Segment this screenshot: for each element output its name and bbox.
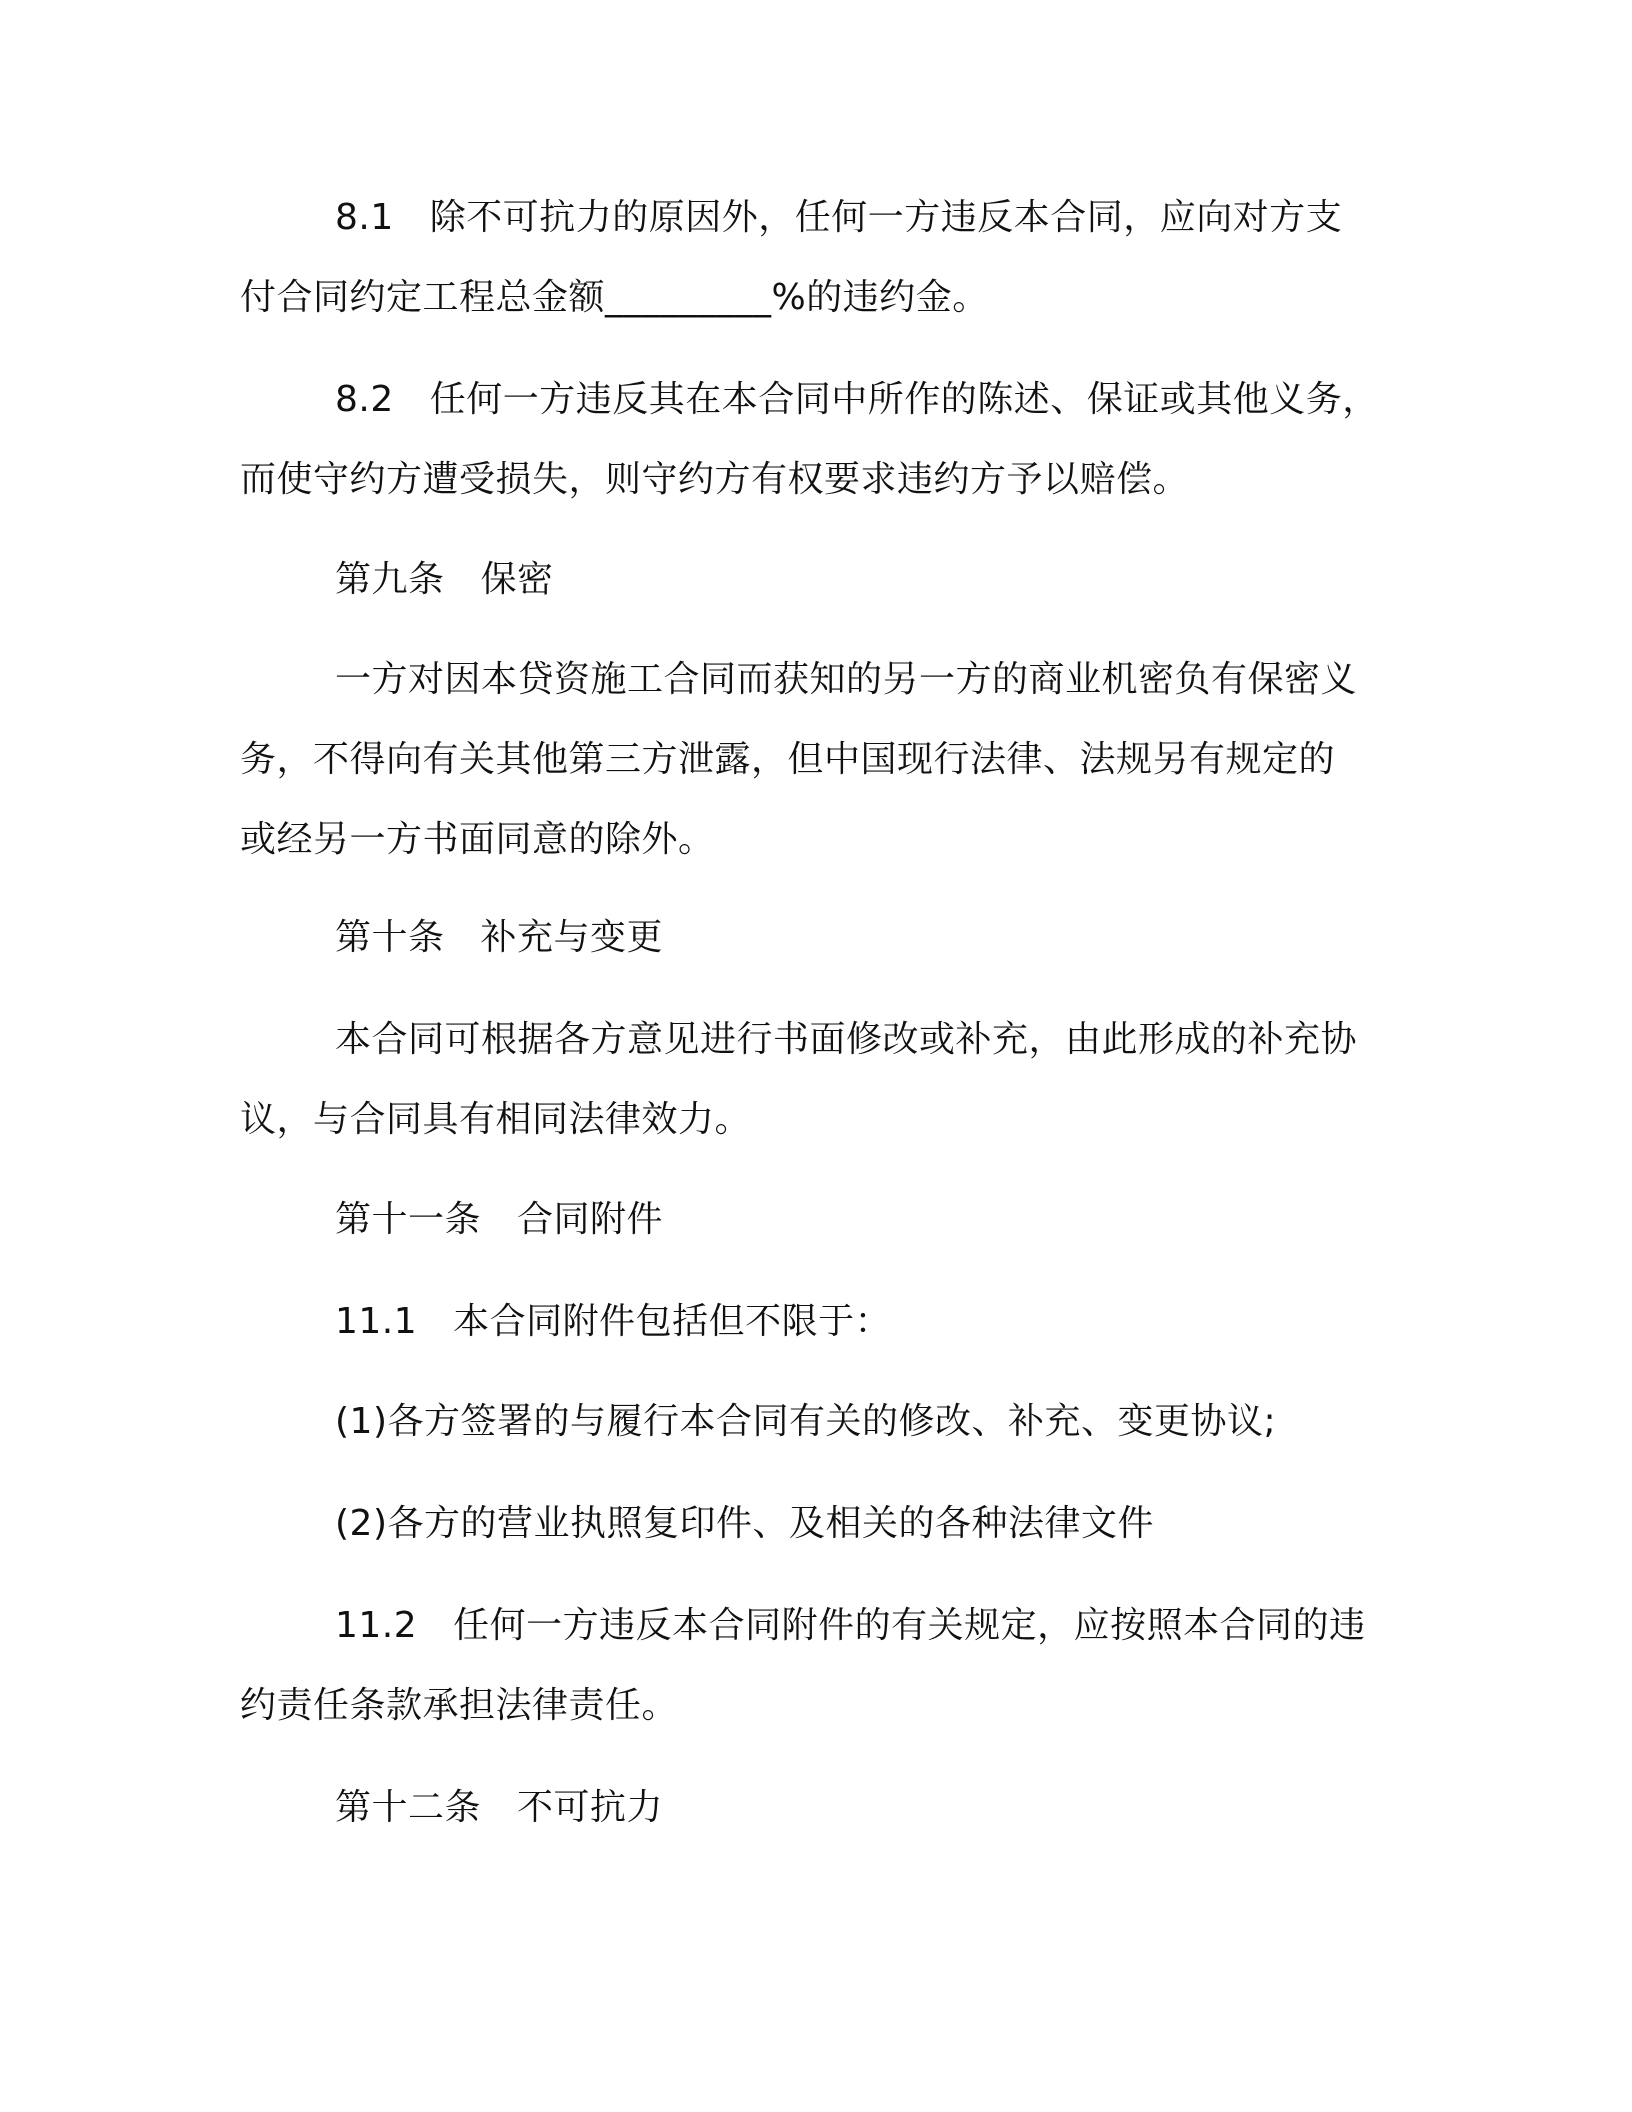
article-number: 第十二条: [335, 1787, 482, 1828]
clause-number: 8.2: [335, 379, 394, 420]
clause-number: 11.1: [335, 1301, 418, 1342]
article-title: 补充与变更: [480, 917, 664, 958]
clause-8-2-line-1: [335, 360, 1475, 440]
article-9-heading: [335, 540, 1475, 620]
article-9-line-3: 或经另一方书面同意的除外。: [240, 819, 715, 860]
article-9-line-2: 务，不得向有关其他第三方泄露，但中国现行法律、法规另有规定的: [240, 739, 1336, 780]
clause-number: 11.2: [335, 1605, 418, 1646]
article-number: 第十一条: [335, 1199, 482, 1240]
article-title: 保密: [480, 559, 554, 600]
article-9-line-1: 一方对因本贷资施工合同而获知的另一方的商业机密负有保密义: [335, 659, 1358, 700]
article-10-line-1: 本合同可根据各方意见进行书面修改或补充，由此形成的补充协: [335, 1019, 1358, 1060]
clause-11-1: [335, 1282, 1475, 1362]
clause-8-1-line-2: 付合同约定工程总金额_________%的违约金。: [240, 277, 989, 318]
article-number: 第十条: [335, 917, 445, 958]
clause-text: 任何一方违反其在本合同中所作的陈述、保证或其他义务，: [429, 379, 1379, 420]
article-10-heading: [335, 898, 1475, 978]
article-10-line-2: 议，与合同具有相同法律效力。: [240, 1099, 752, 1140]
clause-8-1-line-1: [335, 178, 1475, 258]
list-item-2: (2)各方的营业执照复印件、及相关的各种法律文件: [335, 1503, 1154, 1544]
article-11-heading: [335, 1180, 1475, 1260]
clause-11-2-line-1: [335, 1586, 1475, 1666]
article-12-heading: [335, 1768, 1475, 1848]
clause-8-2-line-2: 而使守约方遭受损失，则守约方有权要求违约方予以赔偿。: [240, 459, 1190, 500]
article-title: 不可抗力: [517, 1787, 664, 1828]
list-item-1: (1)各方签署的与履行本合同有关的修改、补充、变更协议;: [335, 1401, 1277, 1442]
article-number: 第九条: [335, 559, 445, 600]
clause-number: 8.1: [335, 197, 394, 238]
clause-text: 本合同附件包括但不限于：: [453, 1301, 892, 1342]
clause-text: 除不可抗力的原因外，任何一方违反本合同，应向对方支: [429, 197, 1343, 238]
article-title: 合同附件: [517, 1199, 664, 1240]
clause-text: 任何一方违反本合同附件的有关规定，应按照本合同的违: [453, 1605, 1366, 1646]
clause-11-2-line-2: 约责任条款承担法律责任。: [240, 1685, 679, 1726]
